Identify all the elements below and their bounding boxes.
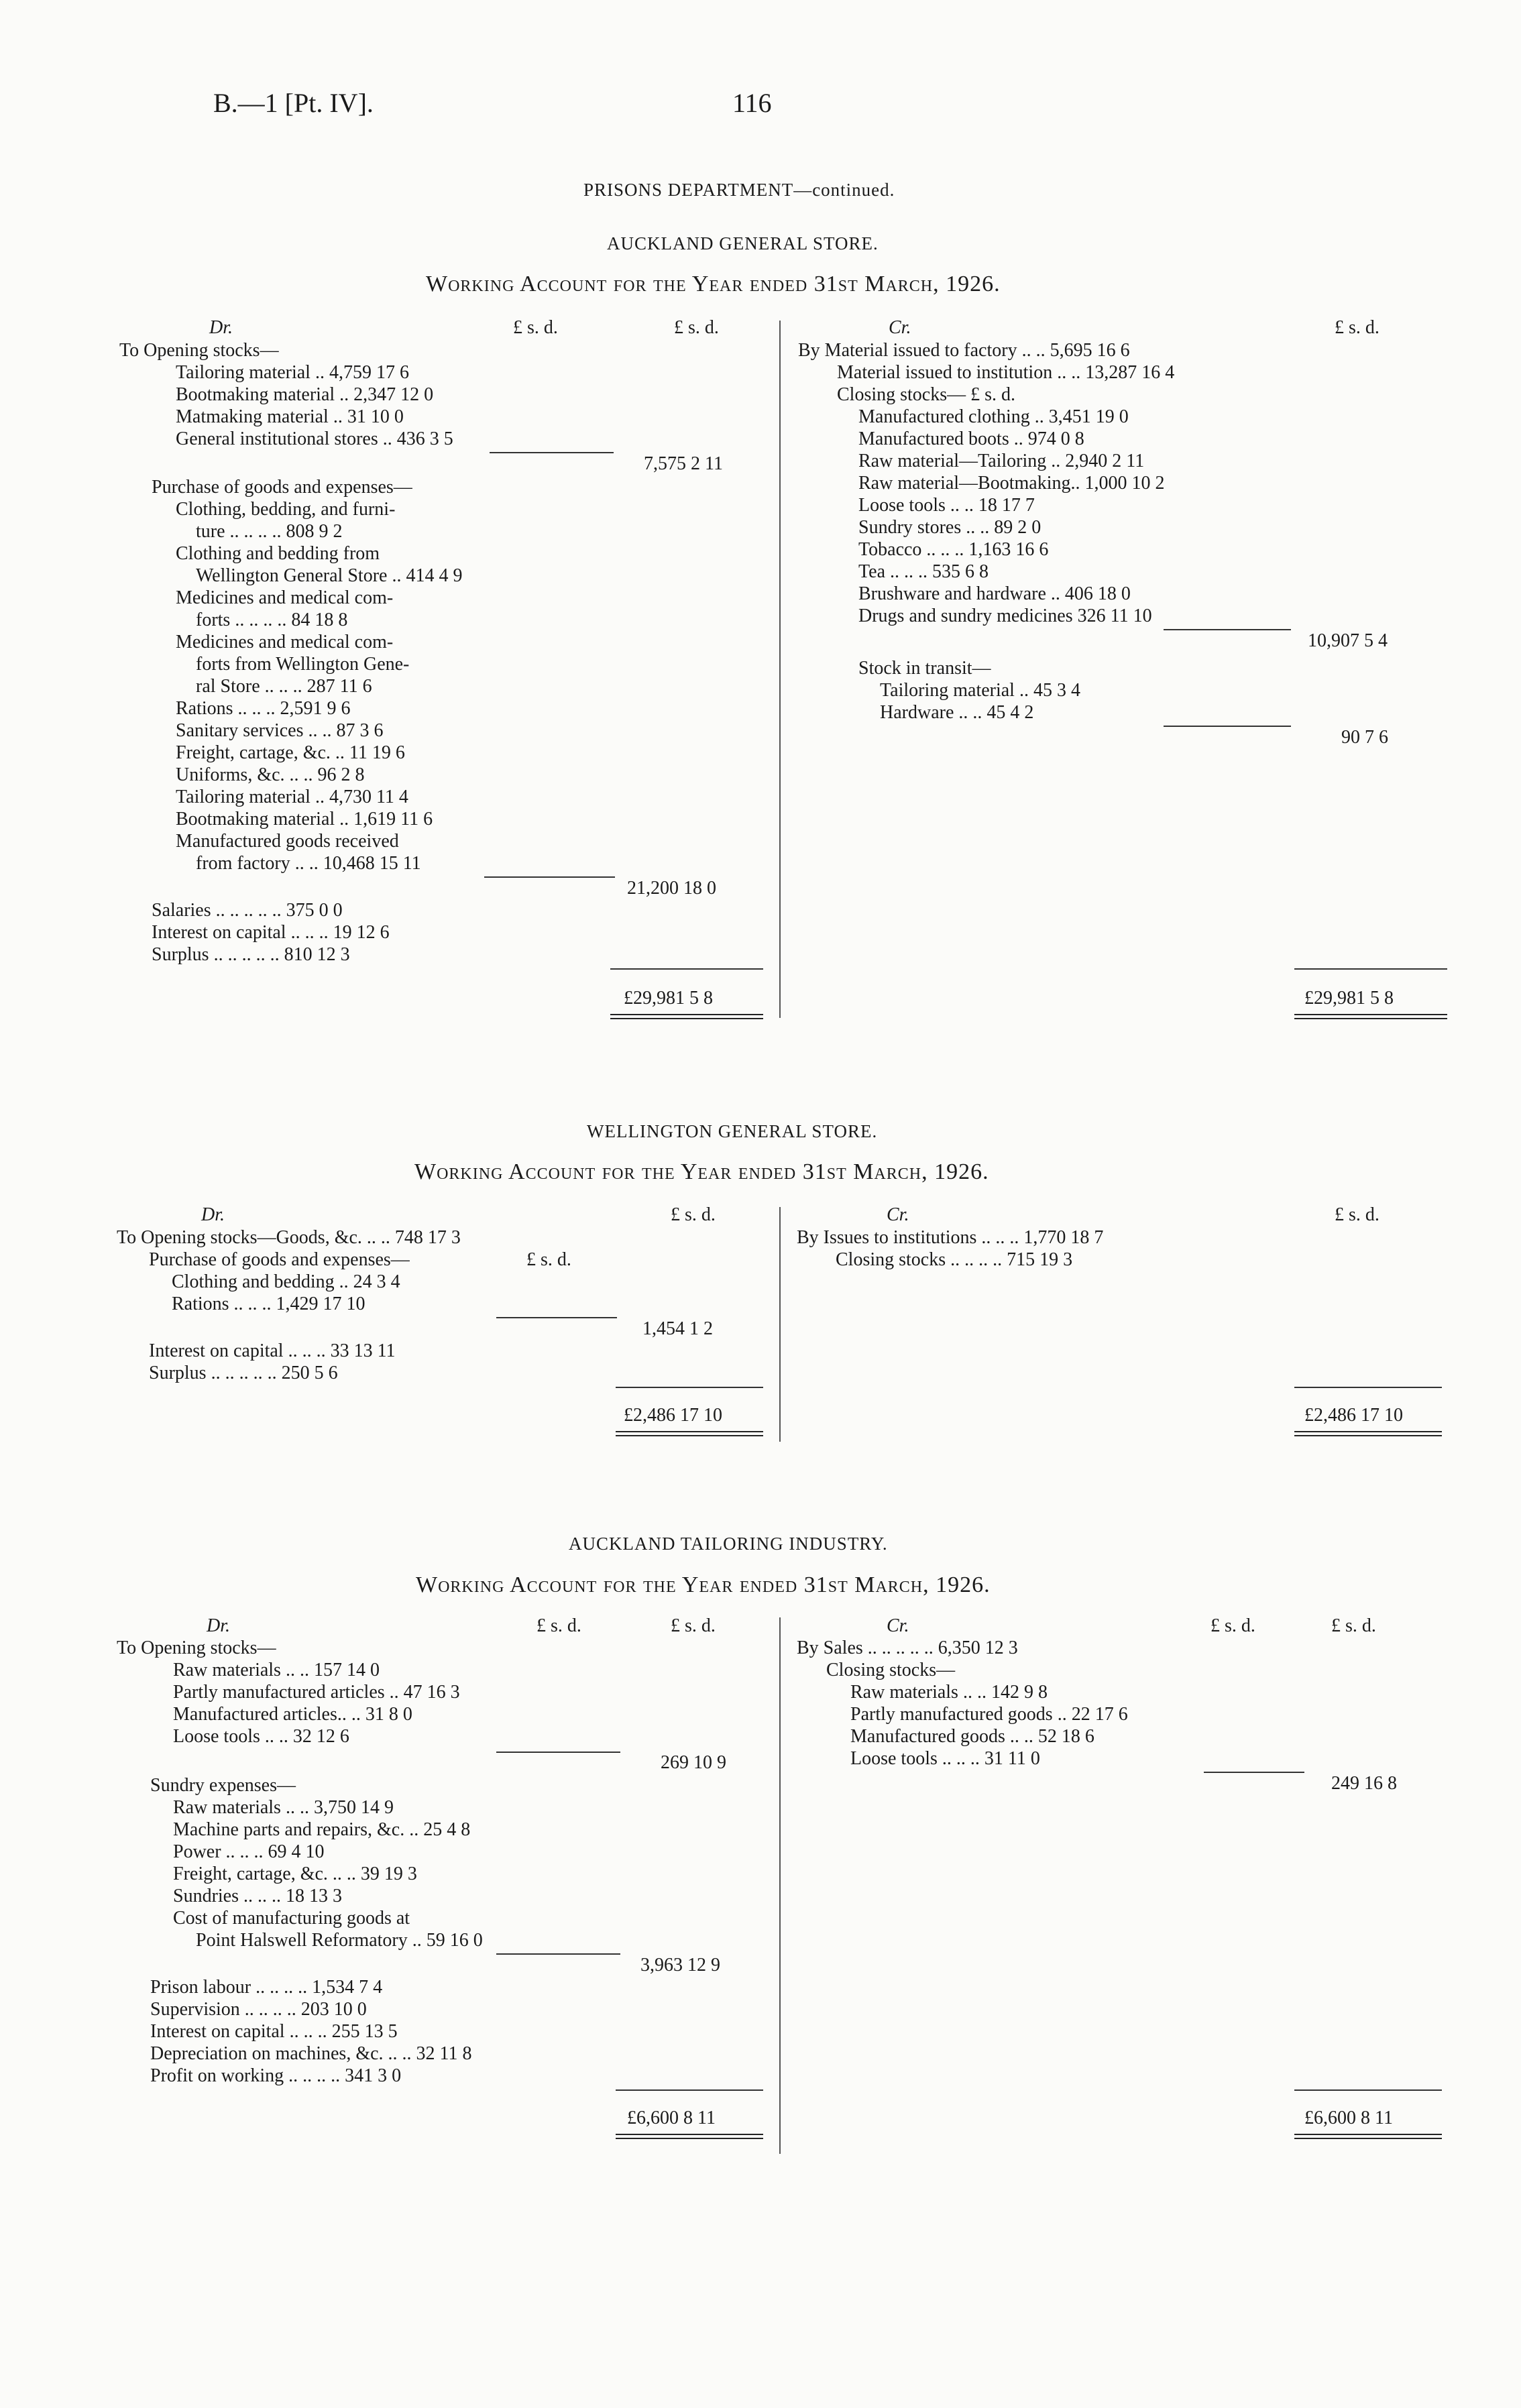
total-rule <box>616 1387 763 1388</box>
ledger-line: General institutional stores .. 436 3 5 <box>176 428 453 449</box>
column-heading: £ s. d. <box>1335 317 1379 338</box>
ledger-total: £6,600 8 11 <box>1304 2108 1393 2128</box>
section-subtitle: Working Account for the Year ended 31st March, 1926. <box>416 1572 991 1597</box>
total-rule <box>1294 968 1447 970</box>
ledger-line: Sundry expenses— <box>150 1775 296 1796</box>
ledger-line: Closing stocks .. .. .. .. 715 19 3 <box>836 1249 1073 1270</box>
ledger-line: Depreciation on machines, &c. .. .. 32 11 8 <box>150 2043 472 2064</box>
ledger-line: ral Store .. .. .. 287 11 6 <box>196 676 372 697</box>
subtotal-rule <box>1164 629 1291 630</box>
ledger-line: Raw materials .. .. 157 14 0 <box>173 1660 380 1680</box>
ledger-line: Manufactured goods received <box>176 831 399 852</box>
ledger-line: Medicines and medical com- <box>176 587 394 608</box>
debit-label: Dr. <box>201 1204 225 1225</box>
ledger-line: Interest on capital .. .. .. 19 12 6 <box>152 922 390 943</box>
ledger-line: Closing stocks— £ s. d. <box>837 384 1016 405</box>
total-double-rule <box>1294 2134 1442 2139</box>
ledger-line: Manufactured boots .. 974 0 8 <box>858 428 1084 449</box>
ledger-line: Drugs and sundry medicines 326 11 10 <box>858 606 1152 626</box>
ledger-line: Purchase of goods and expenses— <box>149 1249 410 1270</box>
ledger-line: Tobacco .. .. .. 1,163 16 6 <box>858 539 1049 560</box>
ledger-line: Prison labour .. .. .. .. 1,534 7 4 <box>150 1977 383 1998</box>
column-heading: £ s. d. <box>671 1615 716 1636</box>
ledger-line: Power .. .. .. 69 4 10 <box>173 1841 325 1862</box>
column-divider <box>779 321 781 1018</box>
ledger-line: To Opening stocks— <box>119 340 279 361</box>
column-heading: £ s. d. <box>674 317 719 338</box>
subtotal-rule <box>1164 726 1291 727</box>
ledger-subtotal: 3,963 12 9 <box>640 1955 720 1975</box>
total-double-rule <box>616 2134 763 2139</box>
ledger-line: Uniforms, &c. .. .. 96 2 8 <box>176 764 365 785</box>
ledger-line: Cost of manufacturing goods at <box>173 1908 410 1929</box>
column-heading: £ s. d. <box>1335 1204 1379 1225</box>
ledger-line: Raw material—Bootmaking.. 1,000 10 2 <box>858 473 1165 494</box>
column-heading: £ s. d. <box>513 317 558 338</box>
ledger-line: Material issued to institution .. .. 13,287 16 4 <box>837 362 1175 383</box>
ledger-line: Hardware .. .. 45 4 2 <box>880 702 1034 723</box>
column-heading: £ s. d. <box>1210 1615 1255 1636</box>
ledger-total: £2,486 17 10 <box>624 1405 722 1426</box>
ledger-line: Salaries .. .. .. .. .. 375 0 0 <box>152 900 343 921</box>
ledger-subtotal: 90 7 6 <box>1341 727 1388 748</box>
ledger-line: By Issues to institutions .. .. .. 1,770 18 7 <box>797 1227 1104 1248</box>
column-heading: £ s. d. <box>1331 1615 1376 1636</box>
ledger-line: Tailoring material .. 4,730 11 4 <box>176 787 408 807</box>
total-double-rule <box>610 1014 763 1019</box>
ledger-line: Manufactured articles.. .. 31 8 0 <box>173 1704 412 1725</box>
total-double-rule <box>1294 1014 1447 1019</box>
ledger-line: Sanitary services .. .. 87 3 6 <box>176 720 384 741</box>
ledger-line: By Material issued to factory .. .. 5,695 16 6 <box>798 340 1130 361</box>
column-divider <box>779 1617 781 2154</box>
debit-label: Dr. <box>209 317 233 338</box>
ledger-total: £2,486 17 10 <box>1304 1405 1403 1426</box>
section-title: AUCKLAND GENERAL STORE. <box>607 233 879 253</box>
ledger-line: Loose tools .. .. .. 31 11 0 <box>850 1748 1040 1769</box>
subtotal-rule <box>496 1317 617 1318</box>
subtotal-rule <box>484 876 615 878</box>
ledger-line: Tailoring material .. 45 3 4 <box>880 680 1080 701</box>
report-reference: B.—1 [Pt. IV]. <box>213 88 374 118</box>
subtotal-rule <box>496 1752 620 1753</box>
ledger-line: Stock in transit— <box>858 658 991 679</box>
ledger-line: from factory .. .. 10,468 15 11 <box>196 853 421 874</box>
ledger-line: Sundry stores .. .. 89 2 0 <box>858 517 1041 538</box>
ledger-subtotal: 21,200 18 0 <box>627 878 716 899</box>
ledger-line: Interest on capital .. .. .. 255 13 5 <box>150 2021 398 2042</box>
section-title: WELLINGTON GENERAL STORE. <box>587 1121 878 1141</box>
ledger-line: Surplus .. .. .. .. .. 250 5 6 <box>149 1363 338 1383</box>
total-double-rule <box>616 1431 763 1436</box>
ledger-line: Surplus .. .. .. .. .. 810 12 3 <box>152 944 350 965</box>
ledger-total: £6,600 8 11 <box>627 2108 716 2128</box>
subtotal-rule <box>496 1953 620 1955</box>
ledger-line: Partly manufactured goods .. 22 17 6 <box>850 1704 1128 1725</box>
ledger-line: Raw materials .. .. 142 9 8 <box>850 1682 1048 1703</box>
ledger-line: To Opening stocks— <box>117 1638 276 1658</box>
ledger-line: Interest on capital .. .. .. 33 13 11 <box>149 1340 396 1361</box>
ledger-line: Supervision .. .. .. .. 203 10 0 <box>150 1999 367 2020</box>
ledger-line: forts .. .. .. .. 84 18 8 <box>196 610 348 630</box>
ledger-line: ture .. .. .. .. 808 9 2 <box>196 521 343 542</box>
ledger-subtotal: 10,907 5 4 <box>1308 630 1388 651</box>
ledger-line: Matmaking material .. 31 10 0 <box>176 406 404 427</box>
ledger-line: forts from Wellington Gene- <box>196 654 410 675</box>
ledger-line: Bootmaking material .. 2,347 12 0 <box>176 384 434 405</box>
ledger-line: Brushware and hardware .. 406 18 0 <box>858 583 1131 604</box>
column-heading: £ s. d. <box>537 1615 581 1636</box>
ledger-line: Purchase of goods and expenses— <box>152 477 412 498</box>
credit-label: Cr. <box>889 317 911 338</box>
ledger-subtotal: 7,575 2 11 <box>644 453 723 474</box>
ledger-line: Bootmaking material .. 1,619 11 6 <box>176 809 433 829</box>
ledger-line: Loose tools .. .. 18 17 7 <box>858 495 1035 516</box>
section-subtitle: Working Account for the Year ended 31st March, 1926. <box>414 1159 989 1184</box>
ledger-line: Freight, cartage, &c. .. 11 19 6 <box>176 742 405 763</box>
column-heading: £ s. d. <box>526 1249 571 1270</box>
total-rule <box>1294 1387 1442 1388</box>
ledger-line: Closing stocks— <box>826 1660 956 1680</box>
total-double-rule <box>1294 1431 1442 1436</box>
ledger-subtotal: 249 16 8 <box>1331 1773 1397 1794</box>
credit-label: Cr. <box>887 1204 909 1225</box>
ledger-line: By Sales .. .. .. .. .. 6,350 12 3 <box>797 1638 1018 1658</box>
ledger-total: £29,981 5 8 <box>1304 988 1394 1009</box>
ledger-total: £29,981 5 8 <box>624 988 713 1009</box>
ledger-line: Raw material—Tailoring .. 2,940 2 11 <box>858 451 1145 471</box>
total-rule <box>1294 2089 1442 2091</box>
ledger-line: Partly manufactured articles .. 47 16 3 <box>173 1682 460 1703</box>
ledger-line: Tailoring material .. 4,759 17 6 <box>176 362 409 383</box>
ledger-line: Clothing and bedding from <box>176 543 380 564</box>
total-rule <box>616 2089 763 2091</box>
credit-label: Cr. <box>887 1615 909 1636</box>
department-title: PRISONS DEPARTMENT—continued. <box>583 180 895 200</box>
ledger-line: Loose tools .. .. 32 12 6 <box>173 1726 349 1747</box>
ledger-line: Machine parts and repairs, &c. .. 25 4 8 <box>173 1819 471 1840</box>
ledger-line: Rations .. .. .. 1,429 17 10 <box>172 1294 365 1314</box>
ledger-line: Tea .. .. .. 535 6 8 <box>858 561 989 582</box>
ledger-line: Raw materials .. .. 3,750 14 9 <box>173 1797 394 1818</box>
ledger-line: Freight, cartage, &c. .. .. 39 19 3 <box>173 1864 417 1884</box>
ledger-line: Wellington General Store .. 414 4 9 <box>196 565 463 586</box>
ledger-line: Medicines and medical com- <box>176 632 394 652</box>
column-divider <box>779 1207 781 1442</box>
section-subtitle: Working Account for the Year ended 31st March, 1926. <box>426 272 1001 296</box>
section-title: AUCKLAND TAILORING INDUSTRY. <box>569 1534 888 1554</box>
page-number: 116 <box>732 88 772 118</box>
debit-label: Dr. <box>207 1615 231 1636</box>
ledger-subtotal: 1,454 1 2 <box>642 1318 713 1339</box>
ledger-line: Clothing, bedding, and furni- <box>176 499 396 520</box>
ledger-line: Rations .. .. .. 2,591 9 6 <box>176 698 351 719</box>
ledger-subtotal: 269 10 9 <box>661 1752 726 1773</box>
ledger-line: Sundries .. .. .. 18 13 3 <box>173 1886 342 1906</box>
ledger-line: To Opening stocks—Goods, &c. .. .. 748 17 3 <box>117 1227 461 1248</box>
column-heading: £ s. d. <box>671 1204 716 1225</box>
ledger-line: Clothing and bedding .. 24 3 4 <box>172 1271 400 1292</box>
ledger-line: Manufactured clothing .. 3,451 19 0 <box>858 406 1129 427</box>
ledger-line: Manufactured goods .. .. 52 18 6 <box>850 1726 1094 1747</box>
subtotal-rule <box>1204 1772 1304 1773</box>
ledger-line: Profit on working .. .. .. .. 341 3 0 <box>150 2065 402 2086</box>
total-rule <box>610 968 763 970</box>
ledger-line: Point Halswell Reformatory .. 59 16 0 <box>196 1930 483 1951</box>
subtotal-rule <box>490 452 614 453</box>
